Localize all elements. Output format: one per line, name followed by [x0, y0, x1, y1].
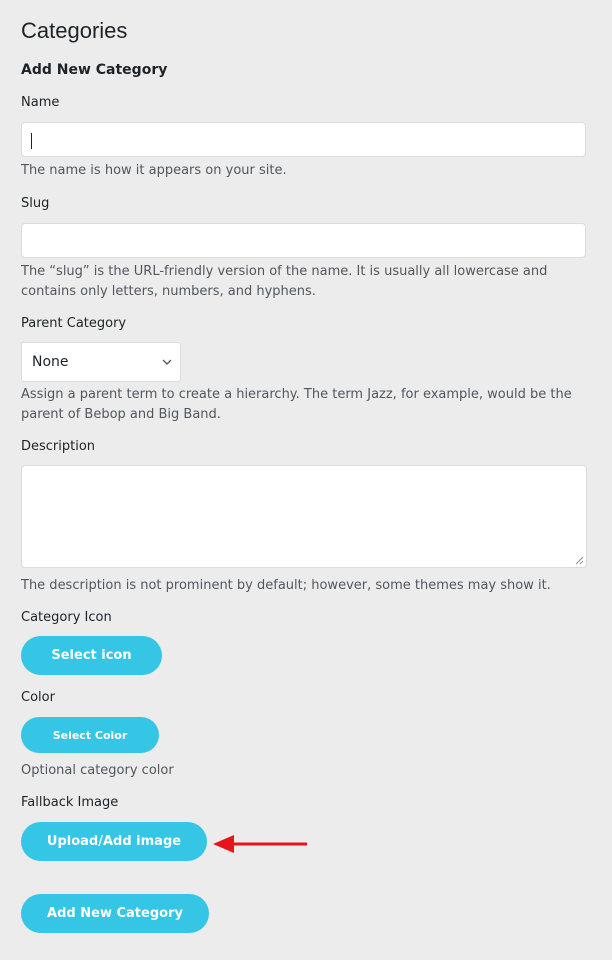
upload-image-button[interactable]: Upload/Add image — [21, 822, 207, 861]
select-icon-button[interactable]: Select icon — [21, 636, 162, 675]
description-hint: The description is not prominent by default; however, some themes may show it. — [21, 578, 551, 593]
add-new-category-button[interactable]: Add New Category — [21, 894, 209, 933]
parent-category-hint: Assign a parent term to create a hierarchy. The term Jazz, for example, would be the parent of Bebop and Big Band. — [21, 387, 572, 422]
description-label: Description — [21, 439, 96, 454]
parent-category-label: Parent Category — [21, 316, 127, 331]
form-heading: Add New Category — [21, 62, 168, 78]
name-input[interactable] — [21, 122, 586, 157]
page-title: Categories — [21, 18, 128, 43]
parent-category-selected: None — [32, 354, 69, 370]
text-caret — [31, 133, 32, 149]
slug-label: Slug — [21, 196, 50, 211]
resize-grip-icon[interactable] — [575, 556, 584, 565]
slug-hint: The “slug” is the URL-friendly version of the name. It is usually all lowercase and contains only letters, numbers, and hyphens. — [21, 264, 548, 299]
color-hint: Optional category color — [21, 763, 174, 778]
parent-category-select[interactable] — [21, 342, 181, 382]
fallback-image-label: Fallback Image — [21, 795, 119, 810]
red-arrow-icon — [212, 832, 308, 856]
name-hint: The name is how it appears on your site. — [21, 163, 287, 178]
color-label: Color — [21, 690, 55, 705]
chevron-down-icon — [160, 355, 174, 369]
category-icon-label: Category Icon — [21, 610, 112, 625]
description-textarea[interactable] — [21, 465, 587, 568]
slug-input[interactable] — [21, 223, 586, 258]
select-color-button[interactable]: Select Color — [21, 717, 159, 753]
name-label: Name — [21, 95, 60, 110]
